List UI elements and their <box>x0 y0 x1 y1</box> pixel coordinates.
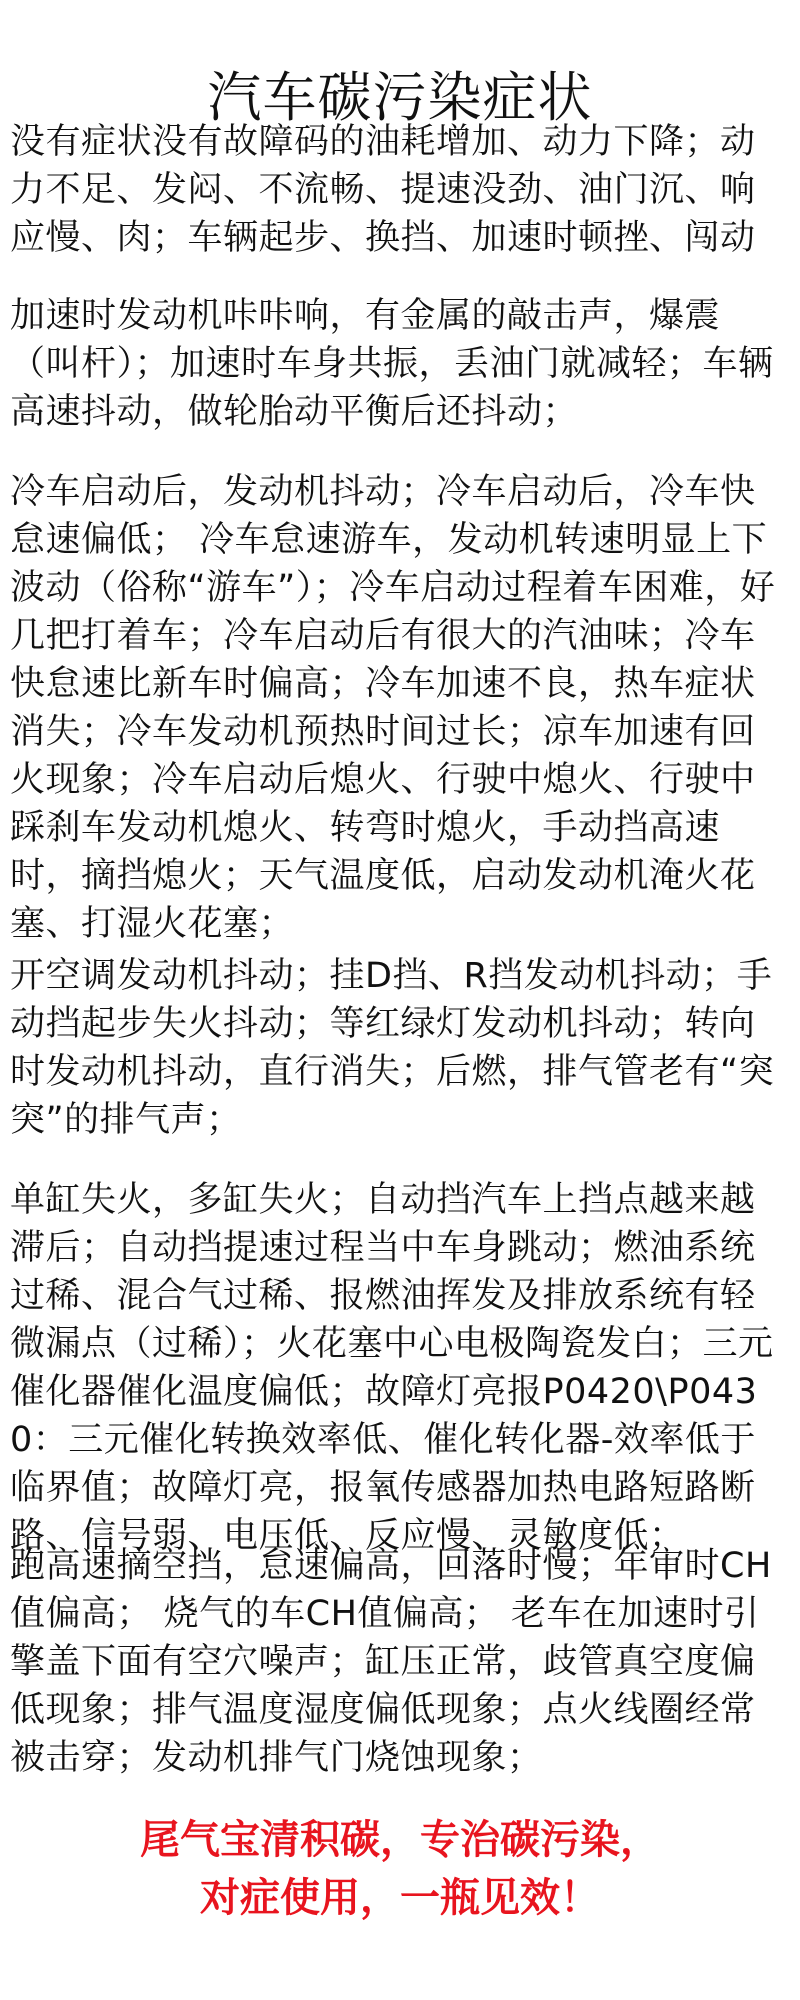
promo-slogan-line2: 对症使用，一瓶见效！ <box>200 1875 600 1921</box>
symptom-paragraph-misfire: 单缸失火，多缸失火；自动挡汽车上挡点越来越滞后；自动挡提速过程当中车身跳动；燃油系统过稀、混合气过稀、报燃油挥发及排放系统有轻微漏点（过稀）；火花塞中心电极陶瓷发白；三元催化器催化温度偏低；故障灯亮报P0420\P0430：三元催化转换效率低、催化转化器-效率低于临界值；故障灯亮，报氧传感器加热电路短路断路、信号弱、电压低、反应慢、灵敏度低； <box>10 1180 774 1556</box>
symptom-paragraph-cold-start: 冷车启动后，发动机抖动；冷车启动后，冷车快怠速偏低； 冷车怠速游车，发动机转速明显上下波动（俗称“游车”）；冷车启动过程着车困难，好几把打着车；冷车启动后有很大的汽油味；冷车快怠速比新车时偏高；冷车加速不良，热车症状消失；冷车发动机预热时间过长；凉车加速有回火现象；冷车启动后熄火、行驶中熄火、行驶中踩刹车发动机熄火、转弯时熄火，手动挡高速时，摘挡熄火；天气温度低，启动发动机淹火花塞、打湿火花塞； <box>10 472 776 944</box>
symptom-paragraph-idle-shake: 开空调发动机抖动；挂D挡、R挡发动机抖动；手动挡起步失火抖动；等红绿灯发动机抖动；转向时发动机抖动，直行消失；后燃，排气管老有“突突”的排气声； <box>10 956 775 1140</box>
symptom-paragraph-emissions: 跑高速摘空挡，怠速偏高，回落时慢；年审时CH值偏高； 烧气的车CH值偏高； 老车在加速时引擎盖下面有空穴噪声；缸压正常，歧管真空度偏低现象；排气温度湿度偏低现象；点火线圈经常被击穿；发动机排气门烧蚀现象； <box>10 1546 772 1778</box>
promo-slogan-line1: 尾气宝清积碳，专治碳污染， <box>140 1817 660 1863</box>
symptom-paragraph-power: 没有症状没有故障码的油耗增加、动力下降；动力不足、发闷、不流畅、提速没劲、油门沉、响应慢、肉；车辆起步、换挡、加速时顿挫、闯动 <box>10 122 756 258</box>
symptom-paragraph-knock: 加速时发动机咔咔响，有金属的敲击声，爆震（叫杆）；加速时车身共振，丢油门就减轻；车辆高速抖动，做轮胎动平衡后还抖动； <box>10 296 774 432</box>
page-title: 汽车碳污染症状 <box>207 66 593 130</box>
